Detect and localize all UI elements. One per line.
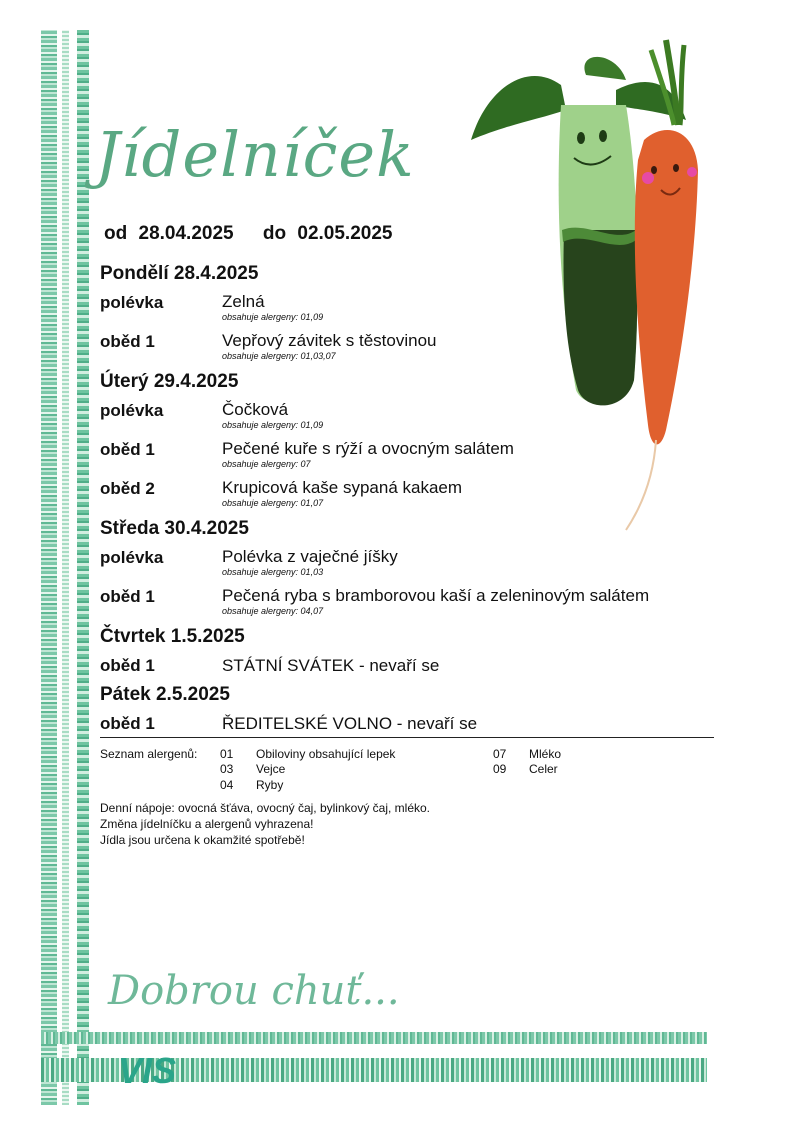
allergen-item xyxy=(493,747,561,761)
menu-period xyxy=(104,223,398,245)
day-block xyxy=(100,517,715,617)
allergen-item xyxy=(220,747,395,761)
period-from-label: od xyxy=(104,223,128,244)
allergen-name: Obiloviny obsahující lepek xyxy=(256,747,396,761)
allergen-name: Celer xyxy=(529,762,558,776)
meal-type: polévka xyxy=(100,548,164,567)
dish-name: Vepřový závitek s těstovinou xyxy=(222,331,437,350)
day-title: Úterý 29.4.2025 xyxy=(100,371,239,392)
day-block xyxy=(100,683,715,738)
meal-type: oběd 2 xyxy=(100,479,155,498)
dish-allergens: obsahuje alergeny: 01,09 xyxy=(222,420,324,430)
meal-type: oběd 1 xyxy=(100,587,155,606)
allergen-item xyxy=(220,778,283,792)
allergen-code: 09 xyxy=(493,762,507,776)
meal-type: oběd 1 xyxy=(100,714,155,733)
meal-row xyxy=(100,655,715,677)
day-title: Pondělí 28.4.2025 xyxy=(100,263,259,284)
period-from-date: 28.04.2025 xyxy=(138,223,234,244)
day-block xyxy=(100,370,715,509)
note-line: Jídla jsou určena k okamžité spotřebě! xyxy=(100,833,305,847)
dish-name: Polévka z vaječné jíšky xyxy=(222,547,398,566)
meal-row xyxy=(100,478,715,509)
dish-allergens: obsahuje alergeny: 01,09 xyxy=(222,312,324,322)
dish-allergens: obsahuje alergeny: 01,03 xyxy=(222,567,324,577)
allergen-item xyxy=(220,762,285,776)
page-title: Jídelníček xyxy=(95,118,415,191)
dish-allergens: obsahuje alergeny: 01,03,07 xyxy=(222,351,336,361)
dish-name: Krupicová kaše sypaná kakaem xyxy=(222,478,463,497)
note-line: Změna jídelníčku a alergenů vyhrazena! xyxy=(100,817,314,831)
note-line: Denní nápoje: ovocná šťáva, ovocný čaj, bylinkový čaj, mléko. xyxy=(100,801,431,815)
day-block xyxy=(100,625,715,677)
dish-allergens: obsahuje alergeny: 01,07 xyxy=(222,498,324,508)
meal-row xyxy=(100,331,715,362)
dish-name: Pečené kuře s rýží a ovocným salátem xyxy=(222,439,514,458)
meal-row xyxy=(100,586,715,617)
meal-type: oběd 1 xyxy=(100,656,155,675)
day-block xyxy=(100,262,715,362)
meal-type: oběd 1 xyxy=(100,440,155,459)
period-to-label: do xyxy=(262,223,287,244)
allergen-list-label: Seznam alergenů: xyxy=(100,747,198,761)
meal-type: polévka xyxy=(100,401,164,420)
dish-allergens: obsahuje alergeny: 07 xyxy=(222,459,311,469)
allergen-name: Mléko xyxy=(529,747,562,761)
left-stripe-outer xyxy=(41,30,57,1105)
meal-type: oběd 1 xyxy=(100,332,155,351)
footer-greeting: Dobrou chuť... xyxy=(108,968,400,1014)
menu-divider xyxy=(100,737,714,738)
allergen-item xyxy=(493,762,558,776)
bottom-stripe-thin xyxy=(41,1032,707,1044)
allergen-code: 07 xyxy=(493,747,507,761)
allergen-name: Ryby xyxy=(256,778,284,792)
period-to-date: 02.05.2025 xyxy=(297,223,393,244)
dish-name: Čočková xyxy=(222,400,289,419)
left-stripe-inner xyxy=(77,30,89,1105)
dish-allergens: obsahuje alergeny: 04,07 xyxy=(222,606,324,616)
dish-name: Pečená ryba s bramborovou kaší a zeleninovým salátem xyxy=(222,586,650,605)
meal-row xyxy=(100,547,715,578)
meal-type: polévka xyxy=(100,293,164,312)
day-title: Pátek 2.5.2025 xyxy=(100,684,230,705)
allergen-code: 04 xyxy=(220,778,234,792)
meal-row xyxy=(100,400,715,431)
day-title: Středa 30.4.2025 xyxy=(100,518,249,539)
vis-logo: VIS xyxy=(118,1050,177,1091)
menu-notes xyxy=(100,800,430,848)
allergen-code: 01 xyxy=(220,747,234,761)
weekly-menu xyxy=(100,262,715,742)
dish-name: Zelná xyxy=(222,292,265,311)
meal-row xyxy=(100,292,715,323)
dish-name: ŘEDITELSKÉ VOLNO - nevaří se xyxy=(222,714,478,733)
day-title: Čtvrtek 1.5.2025 xyxy=(100,626,245,647)
meal-row xyxy=(100,713,715,735)
allergen-name: Vejce xyxy=(256,762,286,776)
dish-name: STÁTNÍ SVÁTEK - nevaří se xyxy=(222,656,440,675)
allergen-code: 03 xyxy=(220,762,234,776)
meal-row xyxy=(100,439,715,470)
left-stripe-middle xyxy=(62,30,69,1105)
